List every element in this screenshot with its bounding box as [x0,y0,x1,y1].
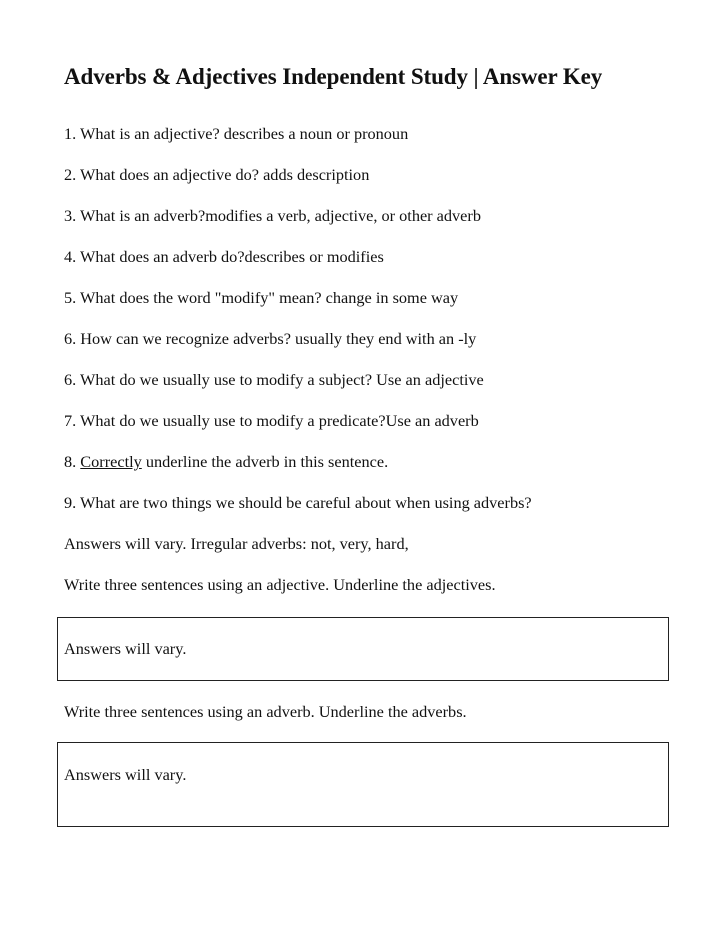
answer-box-1-text: Answers will vary. [64,639,187,658]
page-title: Adverbs & Adjectives Independent Study | Answer Key [64,64,603,89]
question-6b: 6. What do we usually use to modify a subject? Use an adjective [64,370,484,389]
question-8 [64,452,388,472]
question-1: 1. What is an adjective? describes a noun or pronoun [64,124,409,143]
question-7: 7. What do we usually use to modify a predicate?Use an adverb [64,411,479,430]
question-9: 9. What are two things we should be careful about when using adverbs? [64,493,532,512]
prompt-adjectives: Write three sentences using an adjective. Underline the adjectives. [64,575,496,594]
q8-rest: underline the adverb in this sentence. [141,452,389,471]
prompt-adverbs: Write three sentences using an adverb. Underline the adverbs. [64,702,467,721]
question-4: 4. What does an adverb do?describes or modifies [64,247,384,266]
q8-underlined-word: Correctly [80,452,142,471]
question-3: 3. What is an adverb?modifies a verb, adjective, or other adverb [64,206,481,225]
question-5: 5. What does the word "modify" mean? change in some way [64,288,459,307]
answer-box-2-text: Answers will vary. [64,765,187,784]
answer-box-adverbs [57,742,669,827]
question-9-answer: Answers will vary. Irregular adverbs: not, very, hard, [64,534,409,553]
answer-box-adjectives [57,617,669,681]
question-6a: 6. How can we recognize adverbs? usually they end with an -ly [64,329,477,348]
question-2: 2. What does an adjective do? adds description [64,165,370,184]
q8-prefix: 8. [64,452,81,471]
